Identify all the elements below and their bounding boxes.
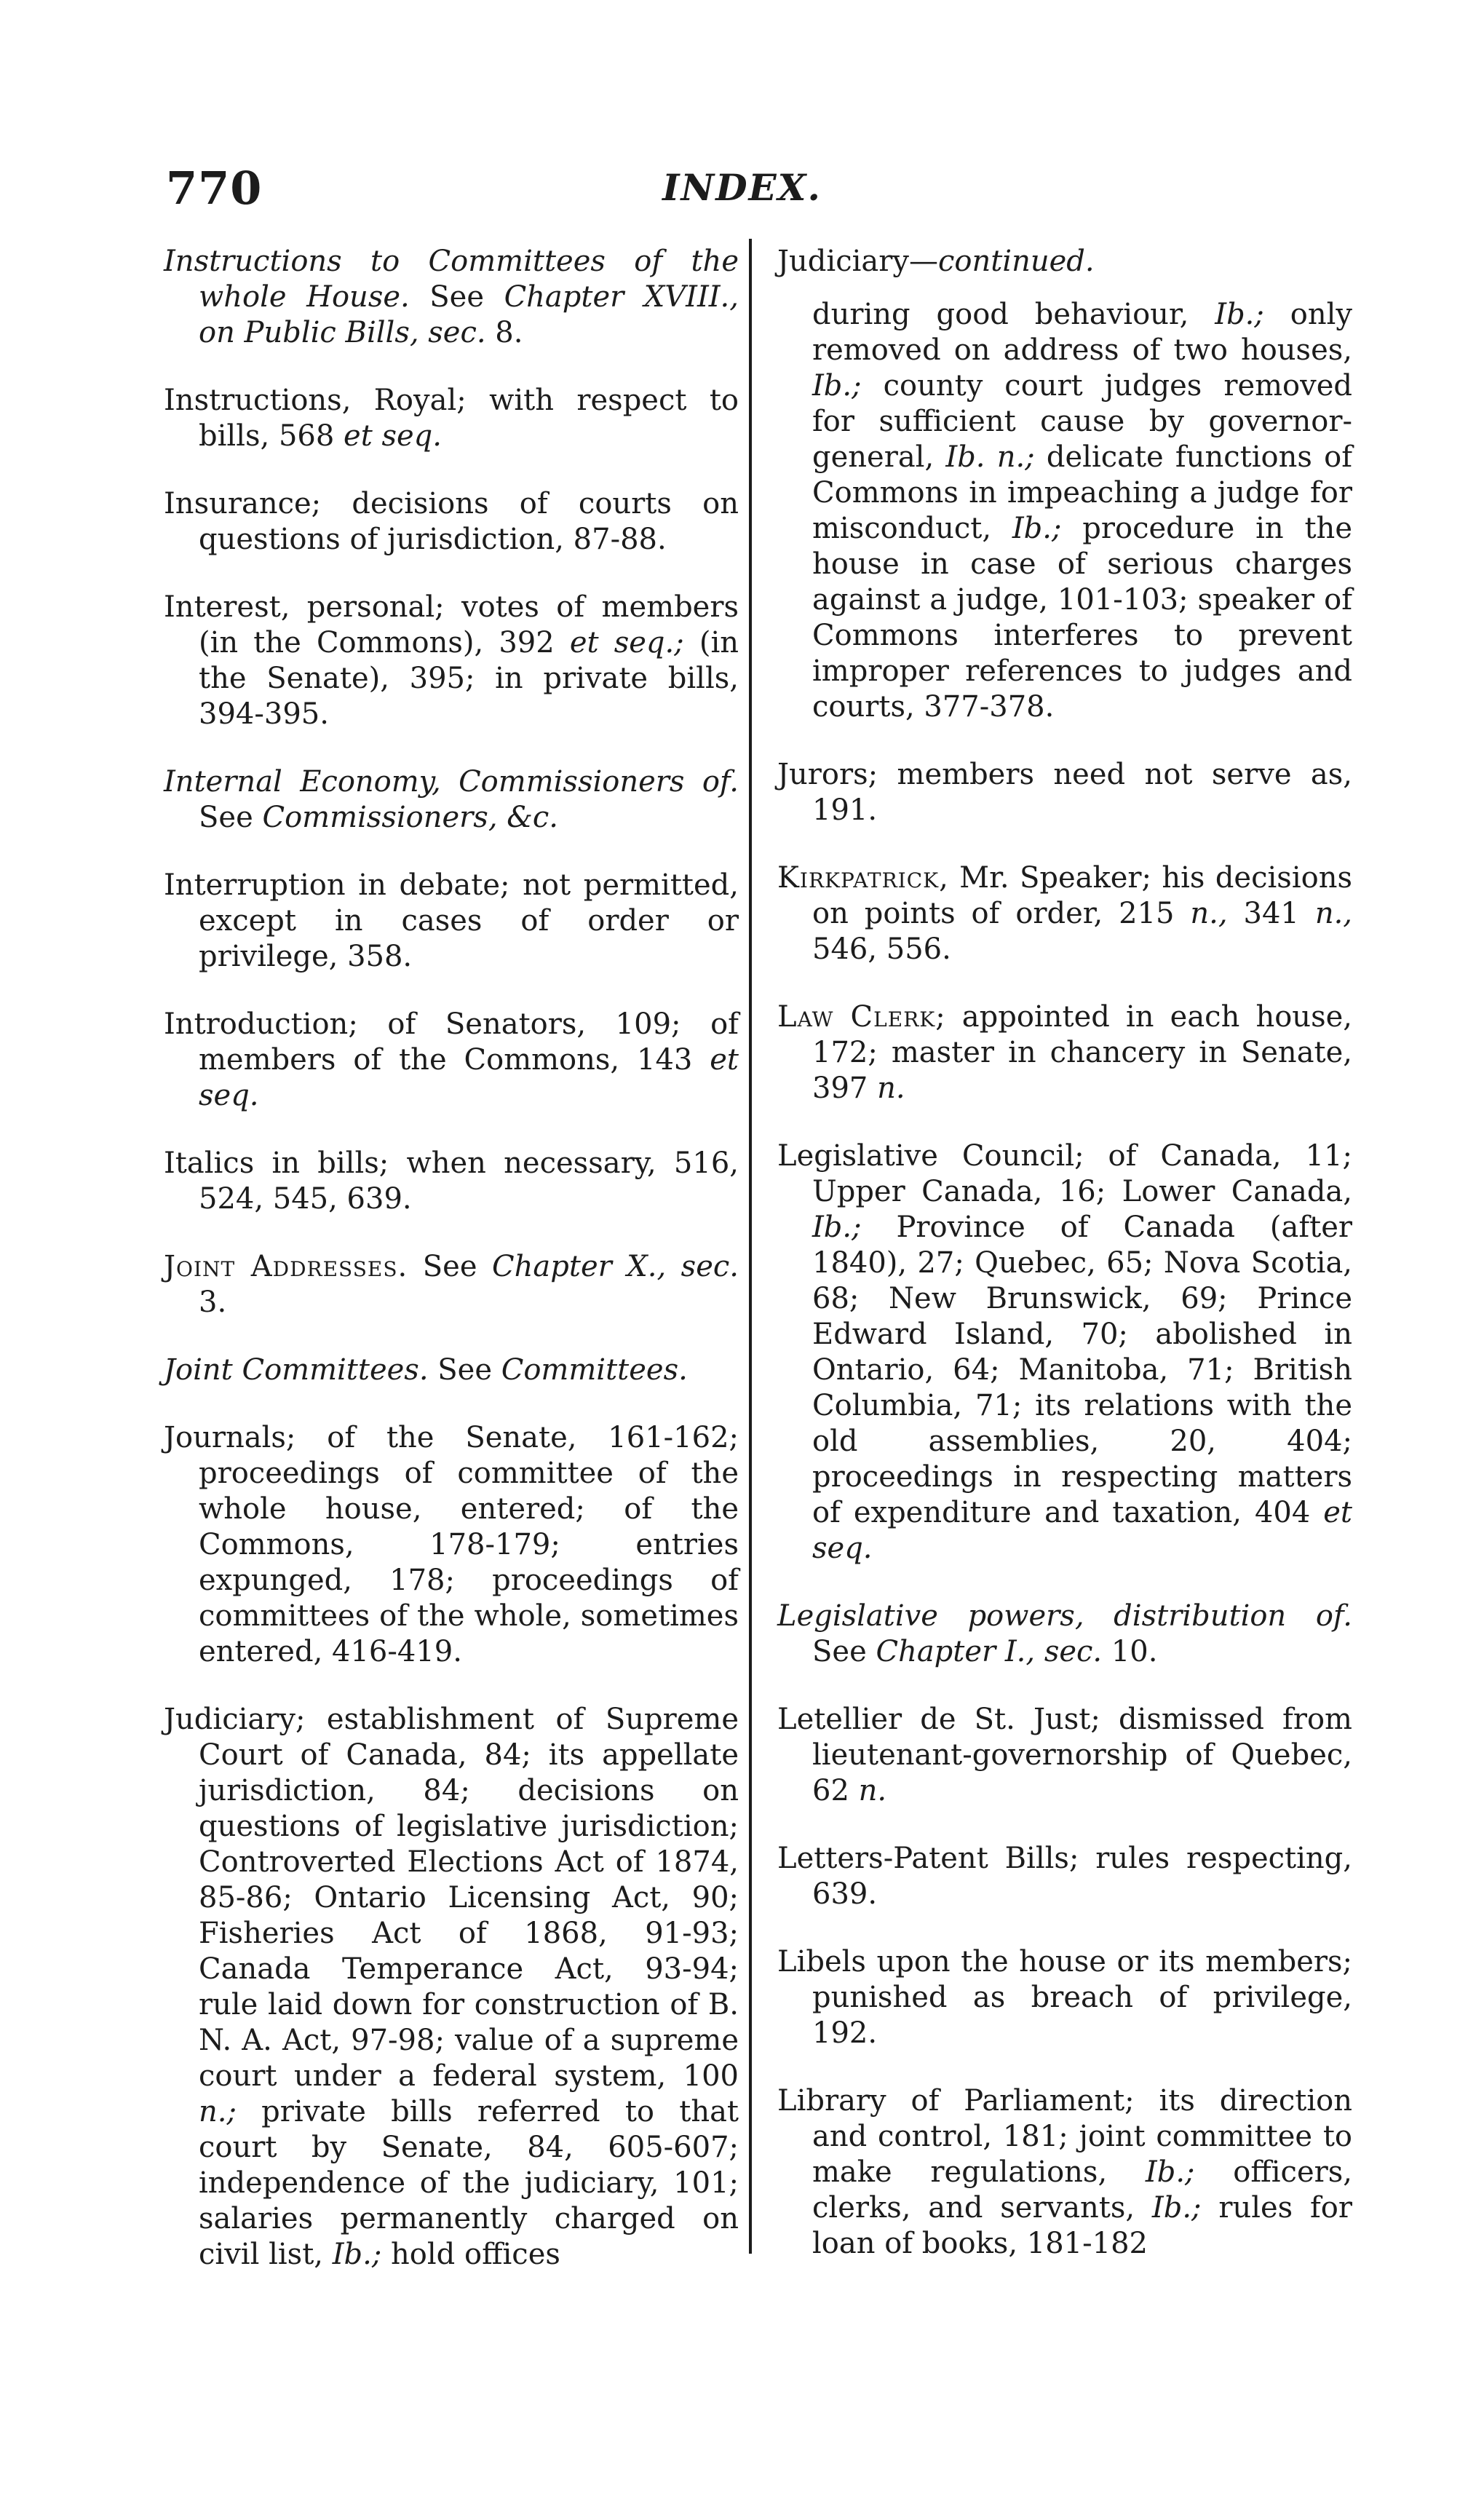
entry-italic: et seq. [344, 419, 442, 453]
entry-text: Letellier de St. Just; dismissed from lieutenant-governorship of Quebec, 62 [777, 1703, 1352, 1807]
index-entry [164, 486, 739, 558]
entry-italic: Ib.; [1151, 2191, 1202, 2225]
index-entry [777, 1138, 1352, 1567]
page-number: 770 [166, 162, 263, 215]
index-entry [777, 1599, 1352, 1670]
entry-text: 3. [199, 1286, 227, 1319]
entry-italic: Instructions to Committees of the whole House. [164, 245, 739, 314]
entry-text: Mr. Speaker; his decisions on points of order, 215 [812, 861, 1352, 930]
entry-text: Judiciary; establishment of Supreme Court of Canada, 84; its appellate jurisdiction, 84; decisions on questions of legislative jurisdiction; Controverted Elections Act of 1874, 85-86; Ontario Licensing Act, 90; Fisheries Act of 1868, 91-93; Canada Temperance Act, 93-94; rule laid down for construction of B. N. A. Act, 97-98; value of a supreme court under a federal system, 100 [164, 1703, 739, 2093]
entry-text: procedure in the house in case of serious charges against a judge, 101-103; speaker of Commons interferes to prevent improper references to judges and courts, 377-378. [812, 512, 1352, 724]
entry-text: 10. [1102, 1635, 1158, 1668]
index-entry [777, 1702, 1352, 1809]
index-entry [777, 1944, 1352, 2051]
entry-italic: et seq. [199, 1043, 739, 1112]
entry-text: Italics in bills; when necessary, 516, 524, 545, 639. [164, 1146, 739, 1216]
entry-small-caps: Kirkpatrick, [777, 861, 949, 895]
index-entry [164, 868, 739, 975]
index-entry [164, 1352, 739, 1388]
entry-text: 546, 556. [812, 932, 951, 966]
entry-italic: n., [1190, 897, 1228, 930]
entry-text: Journals; of the Senate, 161-162; proceedings of committee of the whole house, entered; of the Commons, 178-179; entries expunged, 178; proceedings of committees of the whole, sometimes entered, 416-419. [164, 1421, 739, 1668]
running-head: INDEX. [662, 166, 822, 209]
entry-text: See [199, 801, 263, 834]
entry-text: See [409, 280, 504, 314]
index-entry [777, 860, 1352, 967]
entry-italic: et seq. [812, 1496, 1352, 1565]
entry-text: during good behaviour, [812, 298, 1215, 331]
entry-italic: n. [858, 1774, 887, 1807]
entry-italic: Ib.; [332, 2238, 382, 2271]
entry-text: See [812, 1635, 876, 1668]
entry-text: Instructions, Royal; with respect to bills, 568 [164, 384, 739, 453]
index-entry [164, 1007, 739, 1114]
entry-text: Legislative Council; of Canada, 11; Upper Canada, 16; Lower Canada, [777, 1139, 1352, 1208]
entry-italic: Ib. n.; [945, 440, 1035, 474]
index-entry [777, 1841, 1352, 1912]
entry-text: hold offices [381, 2238, 560, 2271]
entry-italic: Commissioners, &c. [262, 801, 558, 834]
entry-text: 8. [485, 316, 523, 349]
entry-italic: Committees. [501, 1353, 688, 1387]
entry-italic: n.; [199, 2095, 237, 2128]
entry-text: Jurors; members need not serve as, 191. [777, 758, 1352, 827]
entry-italic: Joint Committees. [164, 1353, 429, 1387]
index-entry [777, 999, 1352, 1106]
index-entry [164, 1146, 739, 1217]
entry-italic: Ib.; [1145, 2155, 1195, 2189]
index-entry [164, 1420, 739, 1670]
entry-text: Introduction; of Senators, 109; of members of the Commons, 143 [164, 1007, 739, 1077]
index-entry [164, 1249, 739, 1320]
entry-italic: et seq.; [569, 626, 684, 660]
entry-text: 341 [1227, 897, 1315, 930]
entry-text: Letters-Patent Bills; rules respecting, 639. [777, 1842, 1352, 1911]
entry-italic: Ib.; [1215, 298, 1264, 331]
entry-italic: Ib.; [812, 1211, 862, 1244]
entry-text: private bills referred to that court by Senate, 84, 605-607; independence of the judiciary, 101; salaries permanently charged on civil list, [199, 2095, 739, 2271]
continued-heading [777, 244, 1352, 280]
entry-text: delicate functions of Commons in impeaching a judge for misconduct, [812, 440, 1352, 545]
index-entry [164, 1702, 739, 2273]
entry-text: See [408, 1250, 493, 1283]
entry-italic: Ib.; [812, 369, 862, 403]
entry-italic: continued. [937, 245, 1095, 278]
index-entry [164, 383, 739, 454]
entry-text: Libels upon the house or its members; punished as breach of privilege, 192. [777, 1945, 1352, 2050]
entry-italic: Legislative powers, distribution of. [777, 1599, 1352, 1633]
entry-text: See [428, 1353, 501, 1387]
index-entry [164, 764, 739, 836]
entry-text: Interruption in debate; not permitted, except in cases of order or privilege, 358. [164, 868, 739, 973]
index-entry [777, 2083, 1352, 2262]
entry-text: Insurance; decisions of courts on questions of jurisdiction, 87-88. [164, 487, 739, 556]
entry-italic: Chapter X., sec. [492, 1250, 739, 1283]
entry-text: county court judges removed for sufficient cause by governor-general, [812, 369, 1352, 474]
entry-text: rules for loan of books, 181-182 [812, 2191, 1353, 2260]
entry-text: only removed on address of two houses, [812, 298, 1352, 367]
index-entry [164, 590, 739, 732]
entry-text: Library of Parliament; its direction and control, 181; joint committee to make regulations, [777, 2084, 1352, 2189]
index-entry [777, 757, 1352, 828]
entry-small-caps: Joint Addresses. [164, 1250, 408, 1283]
entry-small-caps: Law Clerk; [777, 1000, 946, 1034]
entry-text: appointed in each house, 172; master in chancery in Senate, 397 [812, 1000, 1352, 1105]
right-column [777, 244, 1352, 2294]
left-column [164, 244, 739, 2305]
entry-italic: n. [877, 1072, 905, 1105]
entry-italic: Ib.; [1012, 512, 1062, 545]
index-entry [164, 244, 739, 351]
entry-text: (in the Senate), 395; in private bills, 394-395. [199, 626, 739, 731]
entry-text: Judiciary— [777, 245, 938, 278]
entry-italic: n., [1314, 897, 1353, 930]
entry-italic: Chapter I., sec. [876, 1635, 1103, 1668]
index-entry-continuation [777, 297, 1352, 725]
entry-italic: Internal Economy, Commissioners of. [164, 765, 739, 799]
entry-text: officers, clerks, and servants, [812, 2155, 1352, 2225]
entry-text: Province of Canada (after 1840), 27; Quebec, 65; Nova Scotia, 68; New Brunswick, 69; Prince Edward Island, 70; abolished in Ontario, 64; Manitoba, 71; British Columbia, 71; its relations with the old assemblies, 20, 404; proceedings in respecting matters of expenditure and taxation, 404 [812, 1211, 1352, 1529]
entry-italic: Chapter XVIII., on Public Bills, sec. [199, 280, 739, 349]
column-divider [749, 239, 752, 2254]
entry-text: Interest, personal; votes of members (in the Commons), 392 [164, 590, 739, 660]
